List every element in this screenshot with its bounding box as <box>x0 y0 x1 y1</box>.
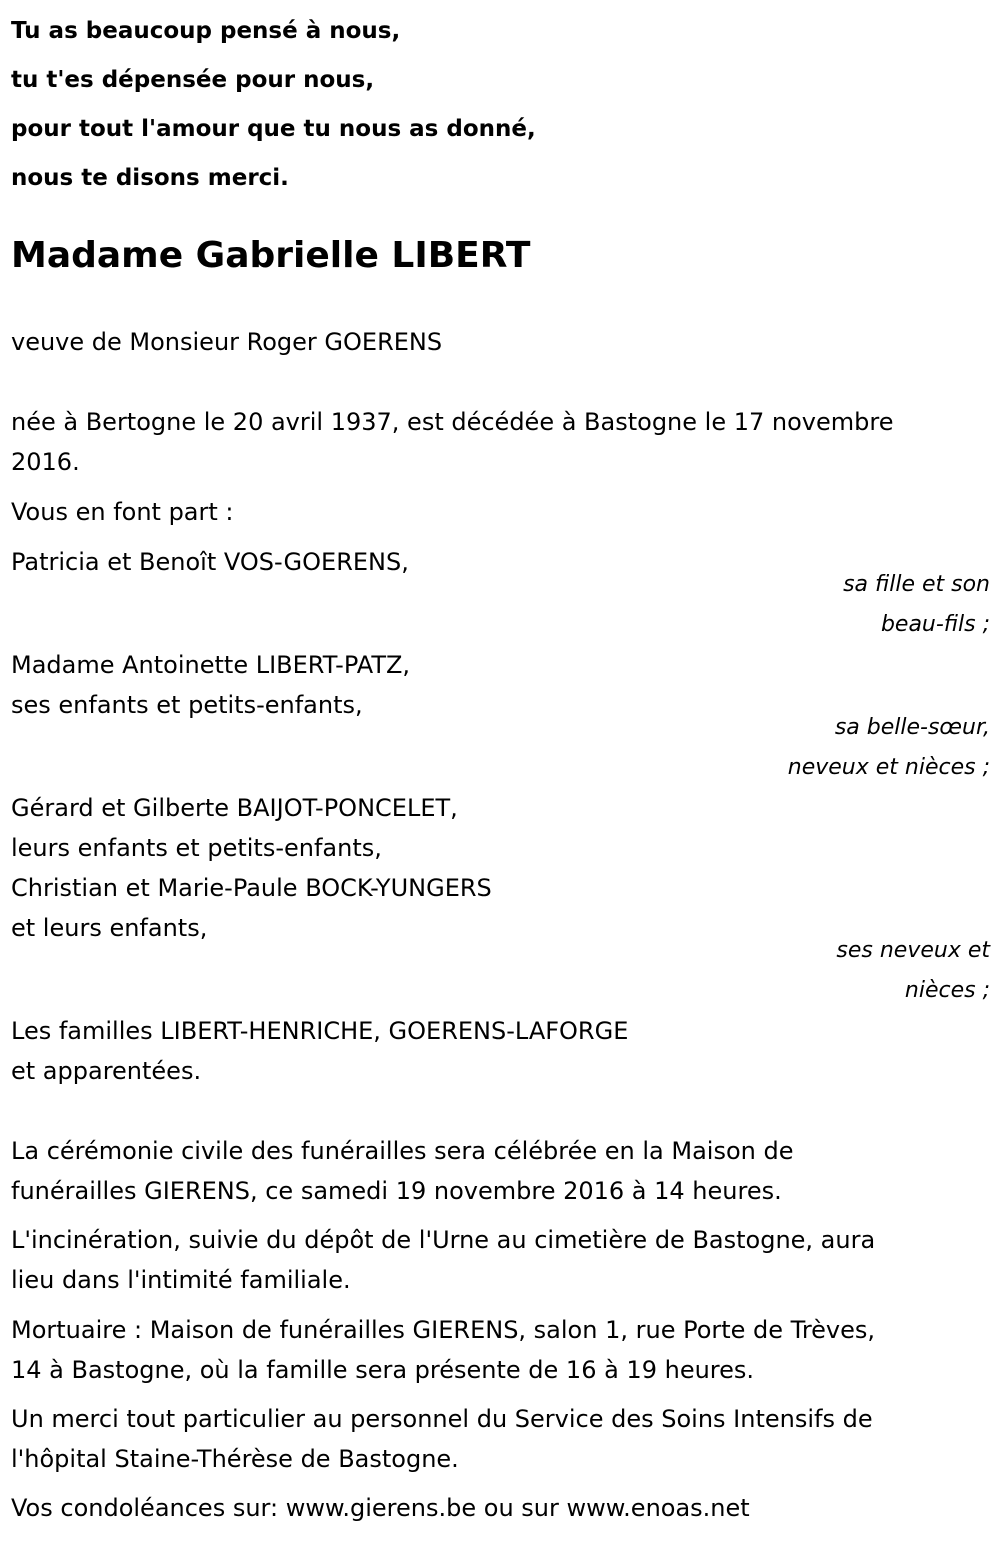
condolences-line: Vos condoléances sur: www.gierens.be ou sur www.enoas.net <box>11 1494 750 1522</box>
birth-death-line: 2016. <box>11 448 80 476</box>
family-relation: neveux et nièces ; <box>787 755 990 780</box>
poem-line: nous te disons merci. <box>11 165 289 191</box>
family-name-line: leurs enfants et petits-enfants, <box>11 834 382 862</box>
family-name-line: Madame Antoinette LIBERT-PATZ, <box>11 651 411 679</box>
thanks-line: Un merci tout particulier au personnel du Service des Soins Intensifs de <box>11 1405 873 1433</box>
poem-line: Tu as beaucoup pensé à nous, <box>11 18 401 44</box>
poem <box>11 7 536 203</box>
family-name-line: Les familles LIBERT-HENRICHE, GOERENS-LAFORGE <box>11 1017 629 1045</box>
ceremony-line: La cérémonie civile des funérailles sera célébrée en la Maison de <box>11 1137 794 1165</box>
mortuary-line: 14 à Bastogne, où la famille sera présente de 16 à 19 heures. <box>11 1356 755 1384</box>
birth-death-line: née à Bertogne le 20 avril 1937, est décédée à Bastogne le 17 novembre <box>11 408 894 436</box>
family-name-line: et leurs enfants, <box>11 914 208 942</box>
family-name-line: et apparentées. <box>11 1057 202 1085</box>
cremation-line: L'incinération, suivie du dépôt de l'Urne au cimetière de Bastogne, aura <box>11 1226 876 1254</box>
ceremony-line: funérailles GIERENS, ce samedi 19 novembre 2016 à 14 heures. <box>11 1177 782 1205</box>
poem-line: pour tout l'amour que tu nous as donné, <box>11 116 536 142</box>
announcement-line: Vous en font part : <box>11 498 234 526</box>
mortuary-line: Mortuaire : Maison de funérailles GIERENS, salon 1, rue Porte de Trèves, <box>11 1316 876 1344</box>
cremation-line: lieu dans l'intimité familiale. <box>11 1266 351 1294</box>
family-relation: sa fille et son <box>843 572 990 597</box>
thanks-line: l'hôpital Staine-Thérèse de Bastogne. <box>11 1445 459 1473</box>
family-name-line: Patricia et Benoît VOS-GOERENS, <box>11 548 409 576</box>
poem-line: tu t'es dépensée pour nous, <box>11 67 375 93</box>
widow-of-line: veuve de Monsieur Roger GOERENS <box>11 328 443 356</box>
family-name-line: ses enfants et petits-enfants, <box>11 691 363 719</box>
deceased-name: Madame Gabrielle LIBERT <box>11 235 531 276</box>
family-relation: sa belle-sœur, <box>834 715 990 740</box>
family-name-line: Christian et Marie-Paule BOCK-YUNGERS <box>11 874 492 902</box>
family-relation: nièces ; <box>904 978 990 1003</box>
family-name-line: Gérard et Gilberte BAIJOT-PONCELET, <box>11 794 458 822</box>
family-relation: ses neveux et <box>836 938 990 963</box>
family-relation: beau-fils ; <box>880 612 990 637</box>
